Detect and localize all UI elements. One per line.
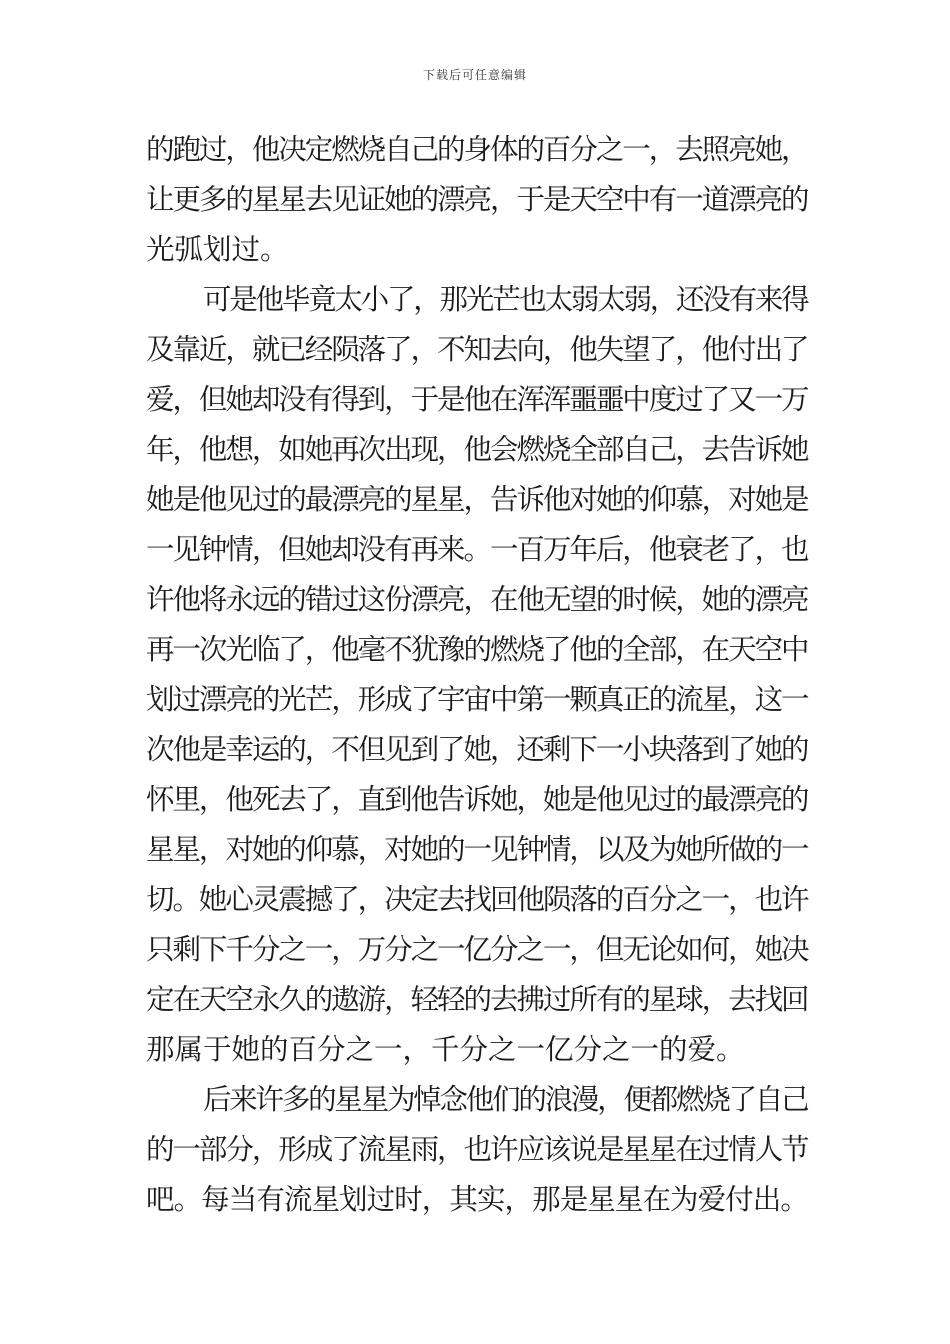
text-line: 定在天空永久的遨游，轻轻的去拂过所有的星球，去找回 [146, 983, 808, 1016]
paragraph-first-line: 可是他毕竟太小了，那光芒也太弱太弱，还没有来得 [203, 283, 808, 316]
text-line: 年，他想，如她再次出现，他会燃烧全部自己，去告诉她 [146, 433, 808, 466]
text-line: 只剩下千分之一，万分之一亿分之一，但无论如何，她决 [146, 933, 808, 966]
text-line: 让更多的星星去见证她的漂亮，于是天空中有一道漂亮的 [146, 183, 808, 216]
text-line: 许他将永远的错过这份漂亮，在他无望的时候，她的漂亮 [146, 583, 808, 616]
body-text [146, 125, 808, 1225]
text-line: 再一次光临了，他毫不犹豫的燃烧了他的全部，在天空中 [146, 633, 808, 666]
text-line: 及靠近，就已经陨落了，不知去向，他失望了，他付出了 [146, 333, 808, 366]
paragraph-first-line: 后来许多的星星为悼念他们的浪漫，便都燃烧了自己 [203, 1083, 808, 1116]
text-line: 星星，对她的仰慕，对她的一见钟情，以及为她所做的一 [146, 833, 808, 866]
text-line: 一见钟情，但她却没有再来。一百万年后，他衰老了，也 [146, 533, 808, 566]
text-line: 的跑过，他决定燃烧自己的身体的百分之一，去照亮她， [146, 133, 808, 166]
text-line: 她是他见过的最漂亮的星星，告诉他对她的仰慕，对她是 [146, 483, 808, 516]
text-line: 爱，但她却没有得到，于是他在浑浑噩噩中度过了又一万 [146, 383, 808, 416]
text-line: 吧。每当有流星划过时，其实，那是星星在为爱付出。 [146, 1183, 808, 1216]
text-line: 次他是幸运的，不但见到了她，还剩下一小块落到了她的 [146, 733, 808, 766]
page-header: 下载后可任意编辑 [422, 68, 527, 82]
text-line: 光弧划过。 [146, 233, 289, 266]
text-line: 切。她心灵震撼了，决定去找回他陨落的百分之一，也许 [146, 883, 808, 916]
text-line: 的一部分，形成了流星雨，也许应该说是星星在过情人节 [146, 1133, 808, 1166]
text-line: 那属于她的百分之一，千分之一亿分之一的爱。 [146, 1033, 745, 1066]
text-line: 划过漂亮的光芒，形成了宇宙中第一颗真正的流星，这一 [146, 683, 808, 716]
text-line: 怀里，他死去了，直到他告诉她，她是他见过的最漂亮的 [146, 783, 808, 816]
